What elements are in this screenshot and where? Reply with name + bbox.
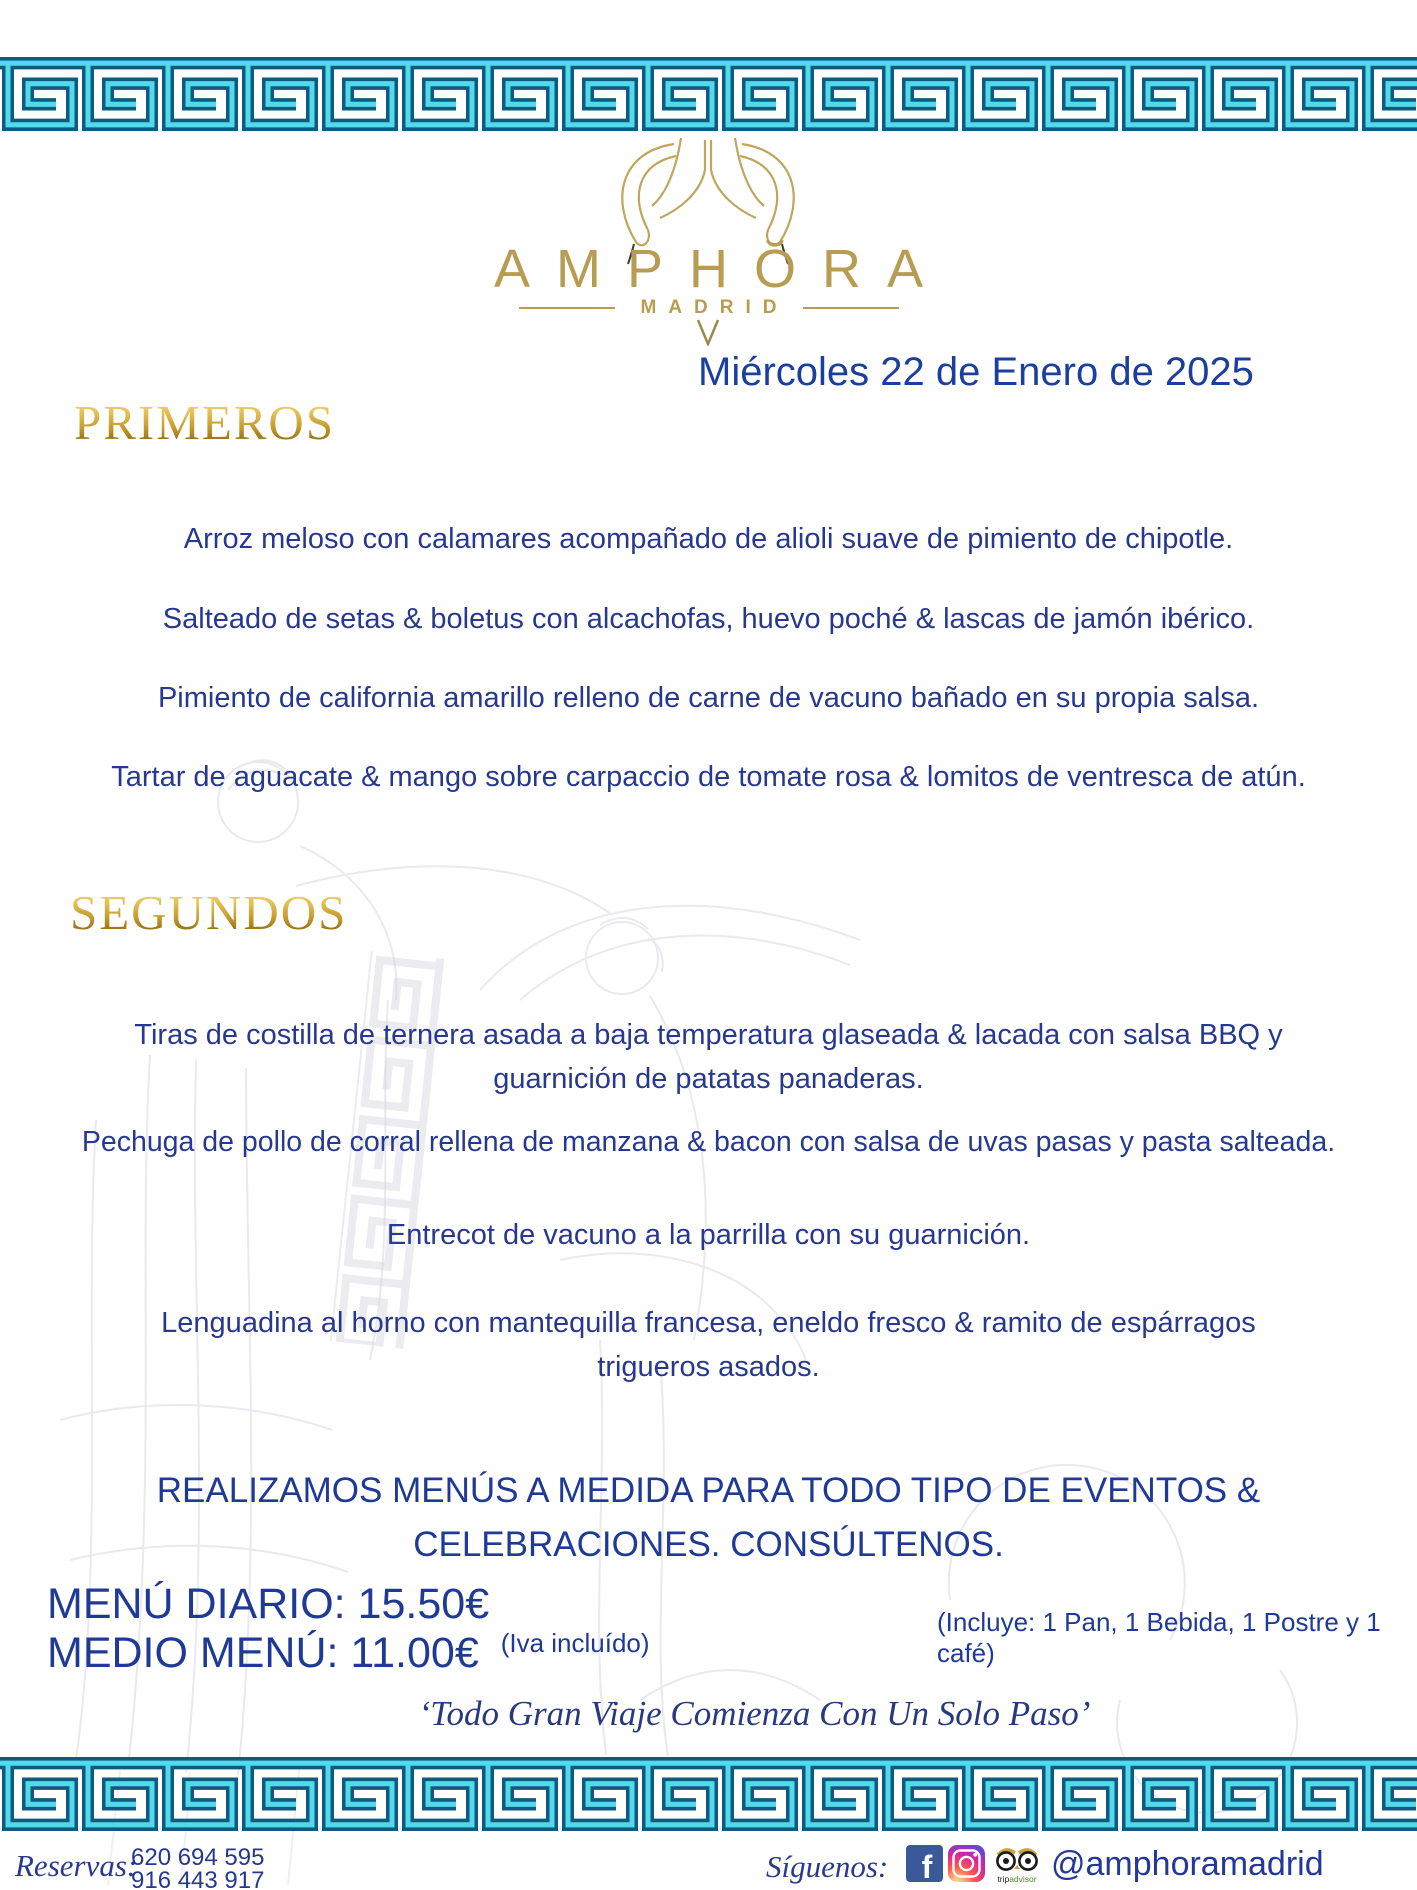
menu-item: Entrecot de vacuno a la parrilla con su guarnición.: [386, 1219, 1031, 1251]
tripadvisor-label-trip: trip: [997, 1874, 1010, 1884]
menu-diario-label: MENÚ DIARIO:: [47, 1580, 346, 1628]
medio-menu-price-line: [47, 1629, 650, 1678]
social-handle: @amphoramadrid: [1051, 1845, 1324, 1883]
greek-key-border-bottom-icon: [0, 1757, 1417, 1831]
iva-note: (Iva incluído): [500, 1628, 650, 1658]
facebook-letter: f: [921, 1849, 933, 1882]
menu-item: Pechuga de pollo de corral rellena de manzana & bacon con salsa de uvas pasas y pasta salteada.: [81, 1125, 1336, 1158]
includes-note: (Incluye: 1 Pan, 1 Bebida, 1 Postre y 1 café): [937, 1607, 1381, 1668]
menu-diario-price-line: [47, 1580, 489, 1629]
instagram-icon: [948, 1845, 985, 1882]
menu-item: Arroz meloso con calamares acompañado de alioli suave de pimiento de chipotle.: [183, 523, 1234, 555]
phone-number: 916 443 917: [131, 1867, 265, 1890]
left-rule: [519, 307, 615, 309]
menu-item: Salteado de setas & boletus con alcachofas, huevo poché & lascas de jamón ibérico.: [162, 603, 1255, 635]
reservation-phones: [131, 1846, 264, 1890]
menu-item: Pimiento de california amarillo relleno de carne de vacuno bañado en su propia salsa.: [157, 682, 1260, 714]
menu-item: Tartar de aguacate & mango sobre carpaccio de tomate rosa & lomitos de ventresca de atún.: [111, 761, 1306, 793]
vase-foot-icon: [695, 318, 721, 346]
tripadvisor-icon: [992, 1843, 1042, 1885]
siguenos-label: Síguenos:: [766, 1849, 889, 1884]
medio-menu-price: 11.00€: [350, 1629, 479, 1677]
medio-menu-label: MEDIO MENÚ:: [47, 1629, 339, 1677]
phone-number: 620 694 595: [131, 1844, 265, 1871]
menu-item: Lenguadina al horno con mantequilla francesa, eneldo fresco & ramito de espárragos trigueros asados.: [161, 1307, 1256, 1383]
brand-wordmark: AMPHŎRA: [493, 239, 950, 299]
events-note: REALIZAMOS MENÚS A MEDIDA PARA TODO TIPO DE EVENTOS & CELEBRACIONES. CONSÚLTENOS.: [156, 1471, 1261, 1564]
reservas-label: Reservas:: [15, 1848, 138, 1883]
motto-quote: ‘Todo Gran Viaje Comienza Con Un Solo Paso’: [418, 1694, 1091, 1733]
greek-key-border-top-icon: [0, 57, 1417, 131]
brand-city: MADRID: [640, 297, 789, 318]
menu-diario-price: 15.50€: [357, 1580, 490, 1628]
section-title-primeros: PRIMEROS: [74, 395, 336, 450]
menu-date: Miércoles 22 de Enero de 2025: [698, 350, 1254, 394]
menu-item: Tiras de costilla de ternera asada a baja temperatura glaseada & lacada con salsa BBQ y guarnición de patatas panaderas.: [134, 1019, 1283, 1095]
section-title-segundos: SEGUNDOS: [70, 885, 348, 940]
svg-text:tripadvisor: [997, 1874, 1036, 1884]
facebook-icon: [906, 1845, 943, 1882]
brand-city-row: [0, 297, 1417, 319]
tripadvisor-label-advisor: advisor: [1009, 1874, 1037, 1884]
right-rule: [803, 307, 899, 309]
